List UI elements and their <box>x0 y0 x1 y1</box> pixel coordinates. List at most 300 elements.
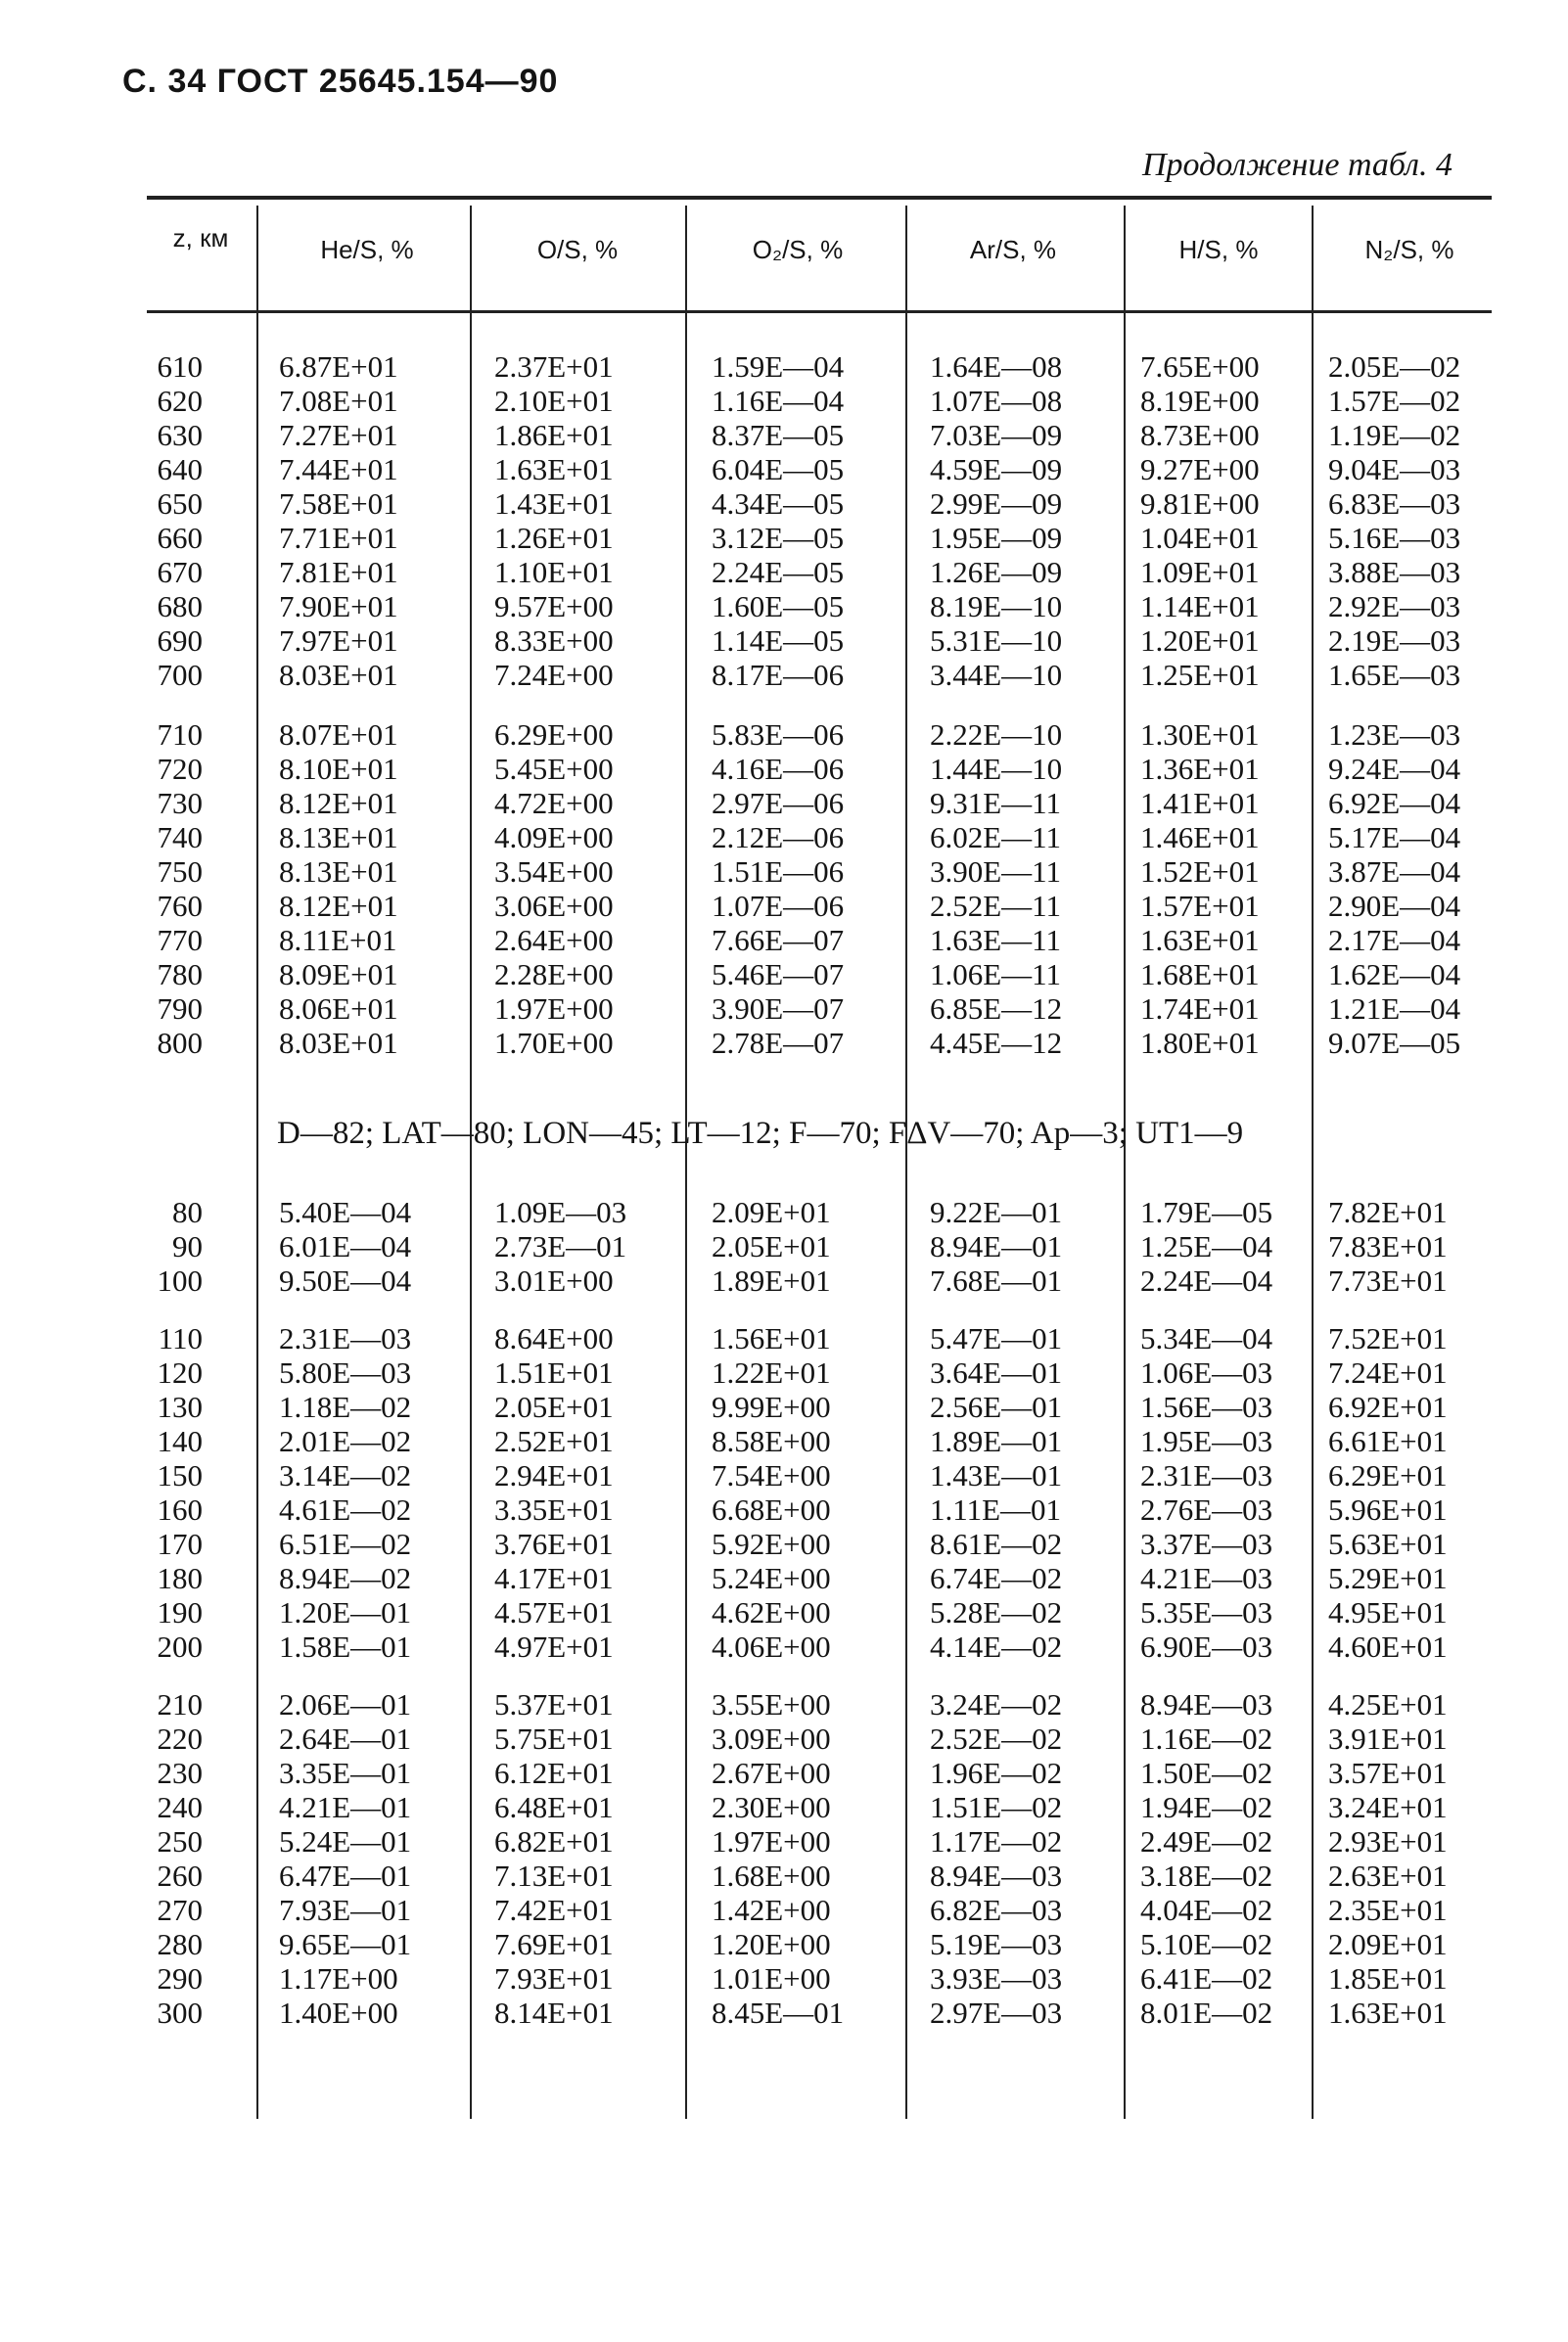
value-cell: 9.22E—01 <box>930 1195 1063 1229</box>
table-row <box>0 958 1568 991</box>
value-cell: 2.09E+01 <box>1328 1927 1448 1961</box>
value-cell: 3.35E+01 <box>494 1492 614 1527</box>
value-cell: 1.43E+01 <box>494 486 614 521</box>
value-cell: 1.23E—03 <box>1328 717 1461 752</box>
value-cell: 7.42E+01 <box>494 1893 614 1927</box>
value-cell: 3.09E+00 <box>712 1722 831 1756</box>
altitude-cell: 640 <box>157 452 203 486</box>
value-cell: 3.90E—11 <box>930 854 1062 889</box>
value-cell: 1.26E—09 <box>930 555 1063 589</box>
value-cell: 3.14E—02 <box>279 1458 412 1492</box>
value-cell: 2.31E—03 <box>279 1321 412 1355</box>
value-cell: 5.46E—07 <box>712 957 845 991</box>
value-cell: 1.18E—02 <box>279 1390 412 1424</box>
value-cell: 7.44E+01 <box>279 452 398 486</box>
table-row <box>0 1027 1568 1060</box>
value-cell: 5.96E+01 <box>1328 1492 1448 1527</box>
value-cell: 1.06E—11 <box>930 957 1062 991</box>
table-row <box>0 1196 1568 1229</box>
value-cell: 1.07E—06 <box>712 889 845 923</box>
altitude-cell: 220 <box>157 1722 203 1756</box>
value-cell: 1.17E—02 <box>930 1824 1063 1859</box>
value-cell: 5.24E—01 <box>279 1824 412 1859</box>
value-cell: 2.90E—04 <box>1328 889 1461 923</box>
table-top-rule <box>147 196 1492 200</box>
table-row <box>0 1322 1568 1355</box>
altitude-cell: 710 <box>157 717 203 752</box>
table-row <box>0 1425 1568 1458</box>
value-cell: 3.90E—07 <box>712 991 845 1026</box>
value-cell: 4.45E—12 <box>930 1026 1063 1060</box>
altitude-cell: 740 <box>157 820 203 854</box>
value-cell: 9.50E—04 <box>279 1263 412 1298</box>
table-row <box>0 1264 1568 1298</box>
table-row <box>0 1688 1568 1722</box>
value-cell: 1.30E+01 <box>1140 717 1260 752</box>
value-cell: 1.86E+01 <box>494 418 614 452</box>
value-cell: 2.56E—01 <box>930 1390 1063 1424</box>
value-cell: 3.87E—04 <box>1328 854 1461 889</box>
value-cell: 6.90E—03 <box>1140 1630 1273 1664</box>
value-cell: 5.45E+00 <box>494 752 614 786</box>
value-cell: 1.07E—08 <box>930 384 1063 418</box>
altitude-cell: 260 <box>157 1859 203 1893</box>
value-cell: 6.04E—05 <box>712 452 845 486</box>
value-cell: 9.04E—03 <box>1328 452 1461 486</box>
value-cell: 6.41E—02 <box>1140 1961 1273 1996</box>
value-cell: 7.54E+00 <box>712 1458 831 1492</box>
value-cell: 1.96E—02 <box>930 1756 1063 1790</box>
column-header: O/S, % <box>536 235 619 264</box>
value-cell: 1.51E—06 <box>712 854 845 889</box>
value-cell: 1.52E+01 <box>1140 854 1260 889</box>
value-cell: 6.51E—02 <box>279 1527 412 1561</box>
table-row <box>0 890 1568 923</box>
value-cell: 8.09E+01 <box>279 957 398 991</box>
value-cell: 1.44E—10 <box>930 752 1063 786</box>
value-cell: 1.20E+00 <box>712 1927 831 1961</box>
value-cell: 1.89E+01 <box>712 1263 831 1298</box>
value-cell: 4.72E+00 <box>494 786 614 820</box>
value-cell: 8.11E+01 <box>279 923 397 957</box>
value-cell: 7.90E+01 <box>279 589 398 623</box>
value-cell: 8.17E—06 <box>712 658 845 692</box>
value-cell: 4.61E—02 <box>279 1492 412 1527</box>
value-cell: 7.93E—01 <box>279 1893 412 1927</box>
column-header: He/S, % <box>320 235 414 264</box>
value-cell: 2.28E+00 <box>494 957 614 991</box>
value-cell: 3.91E+01 <box>1328 1722 1448 1756</box>
table-row <box>0 1757 1568 1790</box>
value-cell: 6.92E+01 <box>1328 1390 1448 1424</box>
value-cell: 3.76E+01 <box>494 1527 614 1561</box>
table-row <box>0 821 1568 854</box>
value-cell: 2.24E—04 <box>1140 1263 1273 1298</box>
value-cell: 1.46E+01 <box>1140 820 1260 854</box>
value-cell: 7.66E—07 <box>712 923 845 957</box>
value-cell: 5.19E—03 <box>930 1927 1063 1961</box>
table-row <box>0 787 1568 820</box>
value-cell: 1.09E+01 <box>1140 555 1260 589</box>
value-cell: 1.95E—09 <box>930 521 1063 555</box>
column-header: z, км <box>172 223 229 253</box>
value-cell: 2.64E—01 <box>279 1722 412 1756</box>
value-cell: 8.33E+00 <box>494 623 614 658</box>
value-cell: 7.58E+01 <box>279 486 398 521</box>
value-cell: 6.02E—11 <box>930 820 1062 854</box>
value-cell: 1.14E—05 <box>712 623 845 658</box>
value-cell: 5.80E—03 <box>279 1355 412 1390</box>
table-row <box>0 1962 1568 1996</box>
value-cell: 4.09E+00 <box>494 820 614 854</box>
value-cell: 8.94E—02 <box>279 1561 412 1595</box>
column-header: Ar/S, % <box>969 235 1057 264</box>
value-cell: 3.55E+00 <box>712 1687 831 1722</box>
value-cell: 1.17E+00 <box>279 1961 398 1996</box>
value-cell: 5.92E+00 <box>712 1527 831 1561</box>
table-row <box>0 753 1568 786</box>
value-cell: 2.49E—02 <box>1140 1824 1273 1859</box>
value-cell: 2.97E—06 <box>712 786 845 820</box>
table-row <box>0 1860 1568 1893</box>
altitude-cell: 140 <box>157 1424 203 1458</box>
table-row <box>0 385 1568 418</box>
table-row <box>0 1928 1568 1961</box>
altitude-cell: 680 <box>157 589 203 623</box>
value-cell: 8.37E—05 <box>712 418 845 452</box>
altitude-cell: 610 <box>157 349 203 384</box>
value-cell: 7.83E+01 <box>1328 1229 1448 1263</box>
column-header: N₂/S, % <box>1364 235 1454 264</box>
value-cell: 7.81E+01 <box>279 555 398 589</box>
value-cell: 6.85E—12 <box>930 991 1063 1026</box>
value-cell: 8.14E+01 <box>494 1996 614 2030</box>
altitude-cell: 690 <box>157 623 203 658</box>
value-cell: 9.07E—05 <box>1328 1026 1461 1060</box>
value-cell: 2.67E+00 <box>712 1756 831 1790</box>
value-cell: 1.62E—04 <box>1328 957 1461 991</box>
value-cell: 1.70E+00 <box>494 1026 614 1060</box>
value-cell: 1.80E+01 <box>1140 1026 1260 1060</box>
value-cell: 7.24E+01 <box>1328 1355 1448 1390</box>
value-cell: 2.52E—02 <box>930 1722 1063 1756</box>
altitude-cell: 730 <box>157 786 203 820</box>
value-cell: 8.94E—01 <box>930 1229 1063 1263</box>
table-row <box>0 487 1568 521</box>
value-cell: 2.05E+01 <box>712 1229 831 1263</box>
value-cell: 6.83E—03 <box>1328 486 1461 521</box>
value-cell: 1.85E+01 <box>1328 1961 1448 1996</box>
value-cell: 8.07E+01 <box>279 717 398 752</box>
value-cell: 4.34E—05 <box>712 486 845 521</box>
value-cell: 7.27E+01 <box>279 418 398 452</box>
value-cell: 1.01E+00 <box>712 1961 831 1996</box>
value-cell: 4.97E+01 <box>494 1630 614 1664</box>
value-cell: 5.31E—10 <box>930 623 1063 658</box>
value-cell: 9.57E+00 <box>494 589 614 623</box>
value-cell: 2.63E+01 <box>1328 1859 1448 1893</box>
altitude-cell: 210 <box>157 1687 203 1722</box>
table-row <box>0 1562 1568 1595</box>
value-cell: 3.24E—02 <box>930 1687 1063 1722</box>
altitude-cell: 720 <box>157 752 203 786</box>
value-cell: 1.41E+01 <box>1140 786 1260 820</box>
value-cell: 1.40E+00 <box>279 1996 398 2030</box>
table-row <box>0 924 1568 957</box>
altitude-cell: 760 <box>157 889 203 923</box>
value-cell: 9.27E+00 <box>1140 452 1260 486</box>
value-cell: 9.99E+00 <box>712 1390 831 1424</box>
value-cell: 2.94E+01 <box>494 1458 614 1492</box>
value-cell: 1.59E—04 <box>712 349 845 384</box>
value-cell: 6.48E+01 <box>494 1790 614 1824</box>
table-row <box>0 1356 1568 1390</box>
altitude-cell: 790 <box>157 991 203 1026</box>
value-cell: 4.60E+01 <box>1328 1630 1448 1664</box>
value-cell: 8.03E+01 <box>279 1026 398 1060</box>
value-cell: 2.30E+00 <box>712 1790 831 1824</box>
value-cell: 7.24E+00 <box>494 658 614 692</box>
value-cell: 1.58E—01 <box>279 1630 412 1664</box>
value-cell: 5.17E—04 <box>1328 820 1461 854</box>
table-row <box>0 624 1568 658</box>
altitude-cell: 110 <box>158 1321 203 1355</box>
altitude-cell: 160 <box>157 1492 203 1527</box>
value-cell: 1.10E+01 <box>494 555 614 589</box>
table-row <box>0 855 1568 889</box>
value-cell: 2.99E—09 <box>930 486 1063 521</box>
value-cell: 4.04E—02 <box>1140 1893 1273 1927</box>
value-cell: 6.61E+01 <box>1328 1424 1448 1458</box>
value-cell: 7.68E—01 <box>930 1263 1063 1298</box>
value-cell: 1.56E+01 <box>712 1321 831 1355</box>
value-cell: 6.68E+00 <box>712 1492 831 1527</box>
value-cell: 3.12E—05 <box>712 521 845 555</box>
value-cell: 1.65E—03 <box>1328 658 1461 692</box>
value-cell: 9.65E—01 <box>279 1927 412 1961</box>
altitude-cell: 780 <box>157 957 203 991</box>
value-cell: 1.26E+01 <box>494 521 614 555</box>
value-cell: 4.21E—01 <box>279 1790 412 1824</box>
value-cell: 5.47E—01 <box>930 1321 1063 1355</box>
table-row <box>0 1391 1568 1424</box>
value-cell: 2.19E—03 <box>1328 623 1461 658</box>
value-cell: 8.61E—02 <box>930 1527 1063 1561</box>
value-cell: 6.01E—04 <box>279 1229 412 1263</box>
value-cell: 6.47E—01 <box>279 1859 412 1893</box>
value-cell: 4.17E+01 <box>494 1561 614 1595</box>
value-cell: 2.12E—06 <box>712 820 845 854</box>
altitude-cell: 90 <box>172 1229 203 1263</box>
value-cell: 3.44E—10 <box>930 658 1063 692</box>
value-cell: 1.63E+01 <box>1140 923 1260 957</box>
value-cell: 3.01E+00 <box>494 1263 614 1298</box>
value-cell: 1.51E—02 <box>930 1790 1063 1824</box>
value-cell: 4.16E—06 <box>712 752 845 786</box>
value-cell: 7.65E+00 <box>1140 349 1260 384</box>
value-cell: 8.03E+01 <box>279 658 398 692</box>
value-cell: 1.25E+01 <box>1140 658 1260 692</box>
value-cell: 2.06E—01 <box>279 1687 412 1722</box>
value-cell: 1.51E+01 <box>494 1355 614 1390</box>
table-row <box>0 1825 1568 1859</box>
value-cell: 7.13E+01 <box>494 1859 614 1893</box>
table-row <box>0 992 1568 1026</box>
value-cell: 5.10E—02 <box>1140 1927 1273 1961</box>
value-cell: 1.19E—02 <box>1328 418 1461 452</box>
value-cell: 3.24E+01 <box>1328 1790 1448 1824</box>
value-cell: 1.57E—02 <box>1328 384 1461 418</box>
altitude-cell: 280 <box>157 1927 203 1961</box>
value-cell: 1.43E—01 <box>930 1458 1063 1492</box>
value-cell: 6.92E—04 <box>1328 786 1461 820</box>
value-cell: 5.29E+01 <box>1328 1561 1448 1595</box>
value-cell: 2.01E—02 <box>279 1424 412 1458</box>
table-row <box>0 1997 1568 2030</box>
value-cell: 1.79E—05 <box>1140 1195 1273 1229</box>
altitude-cell: 300 <box>157 1996 203 2030</box>
value-cell: 5.24E+00 <box>712 1561 831 1595</box>
table-row <box>0 1791 1568 1824</box>
value-cell: 8.45E—01 <box>712 1996 845 2030</box>
value-cell: 3.64E—01 <box>930 1355 1063 1390</box>
value-cell: 1.97E+00 <box>494 991 614 1026</box>
value-cell: 1.25E—04 <box>1140 1229 1273 1263</box>
value-cell: 5.83E—06 <box>712 717 845 752</box>
value-cell: 3.54E+00 <box>494 854 614 889</box>
value-cell: 2.22E—10 <box>930 717 1063 752</box>
value-cell: 5.63E+01 <box>1328 1527 1448 1561</box>
value-cell: 3.35E—01 <box>279 1756 412 1790</box>
altitude-cell: 190 <box>157 1595 203 1630</box>
value-cell: 1.64E—08 <box>930 349 1063 384</box>
altitude-cell: 120 <box>157 1355 203 1390</box>
value-cell: 8.94E—03 <box>1140 1687 1273 1722</box>
value-cell: 5.37E+01 <box>494 1687 614 1722</box>
value-cell: 6.74E—02 <box>930 1561 1063 1595</box>
value-cell: 4.59E—09 <box>930 452 1063 486</box>
value-cell: 7.03E—09 <box>930 418 1063 452</box>
table-row <box>0 350 1568 384</box>
value-cell: 2.52E+01 <box>494 1424 614 1458</box>
value-cell: 9.81E+00 <box>1140 486 1260 521</box>
altitude-cell: 230 <box>157 1756 203 1790</box>
value-cell: 1.21E—04 <box>1328 991 1461 1026</box>
value-cell: 5.35E—03 <box>1140 1595 1273 1630</box>
value-cell: 1.11E—01 <box>930 1492 1062 1527</box>
value-cell: 8.94E—03 <box>930 1859 1063 1893</box>
value-cell: 9.24E—04 <box>1328 752 1461 786</box>
value-cell: 1.97E+00 <box>712 1824 831 1859</box>
table-row <box>0 1528 1568 1561</box>
value-cell: 1.68E+00 <box>712 1859 831 1893</box>
altitude-cell: 290 <box>157 1961 203 1996</box>
value-cell: 7.97E+01 <box>279 623 398 658</box>
value-cell: 1.63E+01 <box>1328 1996 1448 2030</box>
table-row <box>0 419 1568 452</box>
section-title: D—82; LAT—80; LON—45; LT—12; F—70; FΔV—70; Ap—3; UT1—9 <box>277 1116 1244 1151</box>
altitude-cell: 660 <box>157 521 203 555</box>
altitude-cell: 170 <box>157 1527 203 1561</box>
value-cell: 6.87E+01 <box>279 349 398 384</box>
value-cell: 2.73E—01 <box>494 1229 627 1263</box>
table-row <box>0 556 1568 589</box>
table-row <box>0 1493 1568 1527</box>
value-cell: 1.60E—05 <box>712 589 845 623</box>
value-cell: 1.63E+01 <box>494 452 614 486</box>
value-cell: 1.20E—01 <box>279 1595 412 1630</box>
altitude-cell: 750 <box>157 854 203 889</box>
value-cell: 3.06E+00 <box>494 889 614 923</box>
value-cell: 7.82E+01 <box>1328 1195 1448 1229</box>
value-cell: 1.56E—03 <box>1140 1390 1273 1424</box>
altitude-cell: 670 <box>157 555 203 589</box>
table-row <box>0 1722 1568 1756</box>
value-cell: 1.89E—01 <box>930 1424 1063 1458</box>
altitude-cell: 80 <box>172 1195 203 1229</box>
value-cell: 2.52E—11 <box>930 889 1062 923</box>
value-cell: 3.57E+01 <box>1328 1756 1448 1790</box>
value-cell: 3.18E—02 <box>1140 1859 1273 1893</box>
value-cell: 8.12E+01 <box>279 889 398 923</box>
value-cell: 1.50E—02 <box>1140 1756 1273 1790</box>
value-cell: 2.92E—03 <box>1328 589 1461 623</box>
value-cell: 1.42E+00 <box>712 1893 831 1927</box>
table-row <box>0 1894 1568 1927</box>
value-cell: 7.52E+01 <box>1328 1321 1448 1355</box>
value-cell: 3.37E—03 <box>1140 1527 1273 1561</box>
value-cell: 8.06E+01 <box>279 991 398 1026</box>
value-cell: 1.36E+01 <box>1140 752 1260 786</box>
value-cell: 1.09E—03 <box>494 1195 627 1229</box>
value-cell: 7.08E+01 <box>279 384 398 418</box>
value-cell: 5.16E—03 <box>1328 521 1461 555</box>
altitude-cell: 240 <box>157 1790 203 1824</box>
altitude-cell: 630 <box>157 418 203 452</box>
altitude-cell: 800 <box>157 1026 203 1060</box>
value-cell: 2.97E—03 <box>930 1996 1063 2030</box>
column-header: H/S, % <box>1178 235 1259 264</box>
value-cell: 6.29E+01 <box>1328 1458 1448 1492</box>
value-cell: 2.31E—03 <box>1140 1458 1273 1492</box>
table-row <box>0 1230 1568 1263</box>
table-row <box>0 453 1568 486</box>
value-cell: 8.01E—02 <box>1140 1996 1273 2030</box>
value-cell: 4.14E—02 <box>930 1630 1063 1664</box>
altitude-cell: 700 <box>157 658 203 692</box>
altitude-cell: 770 <box>157 923 203 957</box>
value-cell: 2.17E—04 <box>1328 923 1461 957</box>
value-cell: 4.25E+01 <box>1328 1687 1448 1722</box>
value-cell: 4.21E—03 <box>1140 1561 1273 1595</box>
altitude-cell: 650 <box>157 486 203 521</box>
value-cell: 1.94E—02 <box>1140 1790 1273 1824</box>
value-cell: 1.04E+01 <box>1140 521 1260 555</box>
value-cell: 2.05E—02 <box>1328 349 1461 384</box>
value-cell: 4.95E+01 <box>1328 1595 1448 1630</box>
value-cell: 8.12E+01 <box>279 786 398 820</box>
value-cell: 3.93E—03 <box>930 1961 1063 1996</box>
value-cell: 8.13E+01 <box>279 854 398 889</box>
altitude-cell: 100 <box>157 1263 203 1298</box>
value-cell: 2.05E+01 <box>494 1390 614 1424</box>
table-row <box>0 718 1568 752</box>
table-continuation-label: Продолжение табл. 4 <box>1141 147 1453 183</box>
table-row <box>0 1459 1568 1492</box>
value-cell: 7.69E+01 <box>494 1927 614 1961</box>
value-cell: 6.12E+01 <box>494 1756 614 1790</box>
value-cell: 1.68E+01 <box>1140 957 1260 991</box>
